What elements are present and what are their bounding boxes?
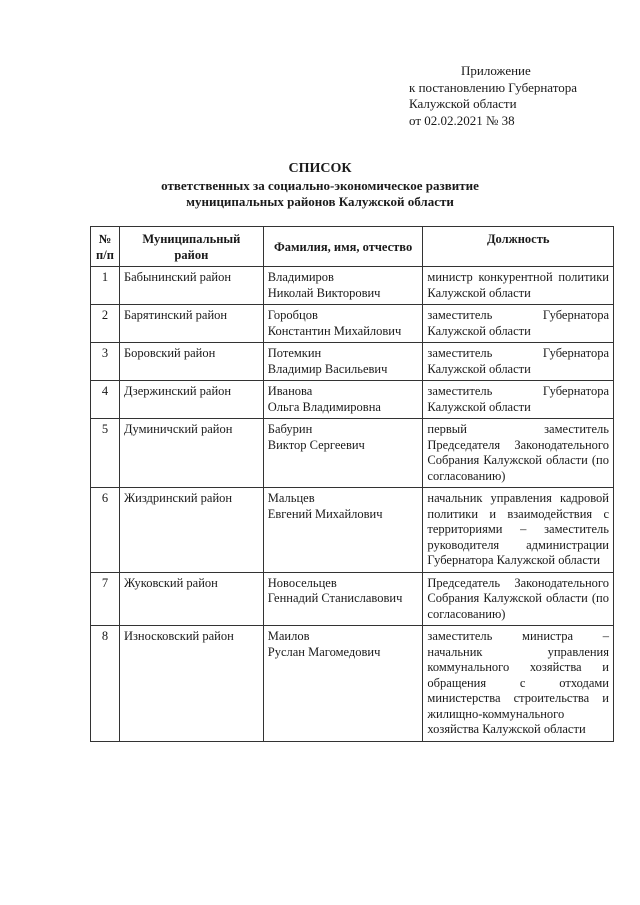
table-row — [91, 419, 614, 488]
row-number: 1 — [91, 267, 120, 305]
row-district: Думиничский район — [119, 419, 263, 488]
row-full-name — [263, 488, 423, 573]
row-full-name — [263, 343, 423, 381]
table-row — [91, 267, 614, 305]
row-full-name — [263, 626, 423, 742]
row-district: Износковский район — [119, 626, 263, 742]
row-number: 5 — [91, 419, 120, 488]
surname: Бабурин — [267, 422, 313, 436]
row-position: заместитель министра – начальник управления коммунального хозяйства и обращения с отходами министерства строительства и жилищно-коммунального хозяйства Калужской области — [423, 626, 614, 742]
row-district: Жуковский район — [119, 572, 263, 626]
appendix-block — [409, 63, 577, 129]
given-names: Геннадий Станиславович — [267, 591, 403, 605]
appendix-title: Приложение — [461, 63, 531, 78]
row-district: Дзержинский район — [119, 381, 263, 419]
appendix-resolution: к постановлению Губернатора — [409, 79, 578, 95]
given-names: Владимир Васильевич — [267, 361, 388, 376]
surname: Иванова — [267, 384, 313, 398]
row-full-name — [263, 381, 423, 419]
header-name: Фамилия, имя, отчество — [263, 227, 423, 267]
header-district: Муниципальный район — [119, 227, 263, 267]
row-position: первый заместитель Председателя Законодательного Собрания Калужской области (по согласованию) — [423, 419, 614, 488]
appendix-date-number: от 02.02.2021 № 38 — [409, 112, 515, 128]
table-header-row — [91, 227, 614, 267]
row-full-name — [263, 267, 423, 305]
header-position: Должность — [423, 227, 614, 267]
row-position: заместитель Губернатора Калужской области — [423, 305, 614, 343]
given-names: Евгений Михайлович — [267, 506, 383, 521]
row-district: Барятинский район — [119, 305, 263, 343]
surname: Потемкин — [267, 346, 322, 360]
document-subtitle-line1: ответственных за социально-экономическое развитие — [161, 178, 479, 193]
table-row — [91, 381, 614, 419]
row-number: 6 — [91, 488, 120, 573]
row-position: заместитель Губернатора Калужской области — [423, 343, 614, 381]
row-district: Бабынинский район — [119, 267, 263, 305]
row-number: 3 — [91, 343, 120, 381]
given-names: Николай Викторович — [267, 285, 381, 300]
given-names: Руслан Магомедович — [267, 644, 381, 659]
given-names: Ольга Владимировна — [267, 399, 381, 414]
header-num: № п/п — [91, 227, 120, 267]
row-district: Боровский район — [119, 343, 263, 381]
responsible-persons-table — [90, 226, 614, 742]
table-row — [91, 488, 614, 573]
surname: Мальцев — [267, 491, 315, 505]
table-row — [91, 305, 614, 343]
surname: Владимиров — [267, 270, 334, 284]
document-subtitle-line2: муниципальных районов Калужской области — [186, 194, 454, 209]
table-row — [91, 626, 614, 742]
row-full-name — [263, 419, 423, 488]
row-position: заместитель Губернатора Калужской области — [423, 381, 614, 419]
table-row — [91, 343, 614, 381]
document-heading — [0, 160, 640, 210]
row-number: 7 — [91, 572, 120, 626]
given-names: Константин Михайлович — [267, 323, 402, 338]
row-position: министр конкурентной политики Калужской области — [423, 267, 614, 305]
surname: Маилов — [267, 629, 310, 643]
row-number: 2 — [91, 305, 120, 343]
document-title: СПИСОК — [288, 161, 352, 176]
row-number: 8 — [91, 626, 120, 742]
row-full-name — [263, 305, 423, 343]
surname: Горобцов — [267, 308, 318, 322]
row-position: начальник управления кадровой политики и взаимодействия с территориями – заместитель руководителя администрации Губернатора Калужской области — [423, 488, 614, 573]
row-district: Жиздринский район — [119, 488, 263, 573]
appendix-region: Калужской области — [409, 96, 517, 111]
given-names: Виктор Сергеевич — [267, 437, 365, 452]
row-position: Председатель Законодательного Собрания Калужской области (по согласованию) — [423, 572, 614, 626]
surname: Новосельцев — [267, 575, 337, 590]
row-full-name — [263, 572, 423, 626]
row-number: 4 — [91, 381, 120, 419]
table-row — [91, 572, 614, 626]
